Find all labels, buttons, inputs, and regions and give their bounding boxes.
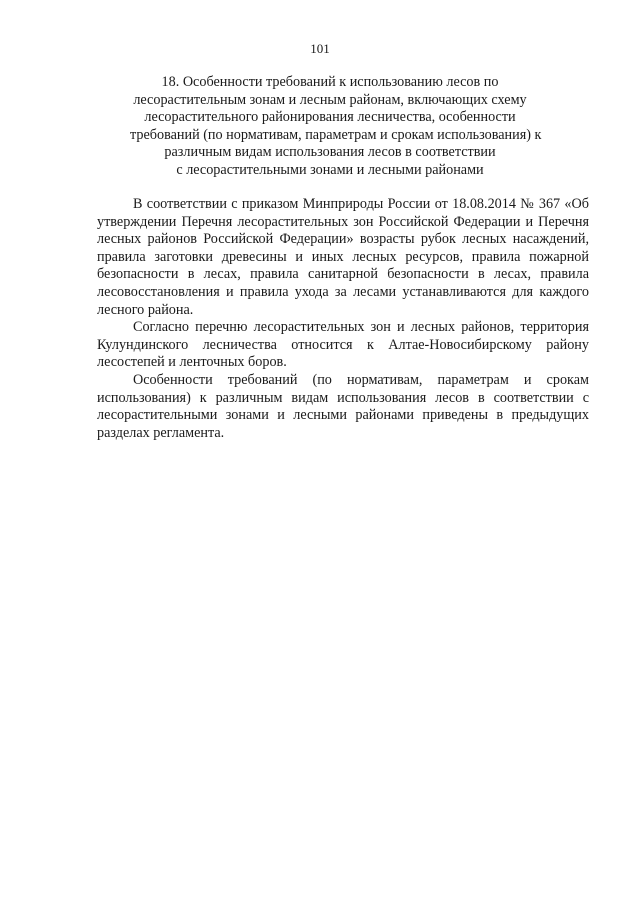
heading-line: с лесорастительными зонами и лесными районами — [176, 161, 484, 178]
heading-line: различным видам использования лесов в соответствии — [164, 144, 496, 161]
heading-line: лесорастительного районирования лесничества, особенности — [144, 109, 516, 126]
paragraph-requirements: Особенности требований (по нормативам, параметрам и срокам использования) к различным видам использования лесов в соответствии с лесорастительными зонами и лесными районами приведены в предыдущих разделах регламента. — [97, 371, 589, 441]
heading-line: требований (по нормативам, параметрам и срокам использования) к — [130, 126, 542, 143]
section-heading — [130, 74, 542, 180]
heading-line: 18. Особенности требований к использованию лесов по — [161, 74, 499, 90]
page-number: 101 — [310, 41, 330, 56]
document-body — [97, 196, 589, 442]
paragraph-territory: Согласно перечню лесорастительных зон и лесных районов, территория Кулундинского лесничества относится к Алтае-Новосибирскому району лесостепей и ленточных боров. — [97, 319, 589, 371]
paragraph-order-reference: В соответствии с приказом Минприроды России от 18.08.2014 № 367 «Об утверждении Перечня лесорастительных зон Российской Федерации и Перечня лесных районов Российской Федерации» возрасты рубок лесных насаждений, правила заготовки древесины и иных лесных ресурсов, правила пожарной безопасности в лесах, правила санитарной безопасности в лесах, правила лесовосстановления и правила ухода за лесами устанавливаются для каждого лесного района. — [97, 196, 589, 318]
heading-line: лесорастительным зонам и лесным районам, включающих схему — [133, 91, 527, 108]
